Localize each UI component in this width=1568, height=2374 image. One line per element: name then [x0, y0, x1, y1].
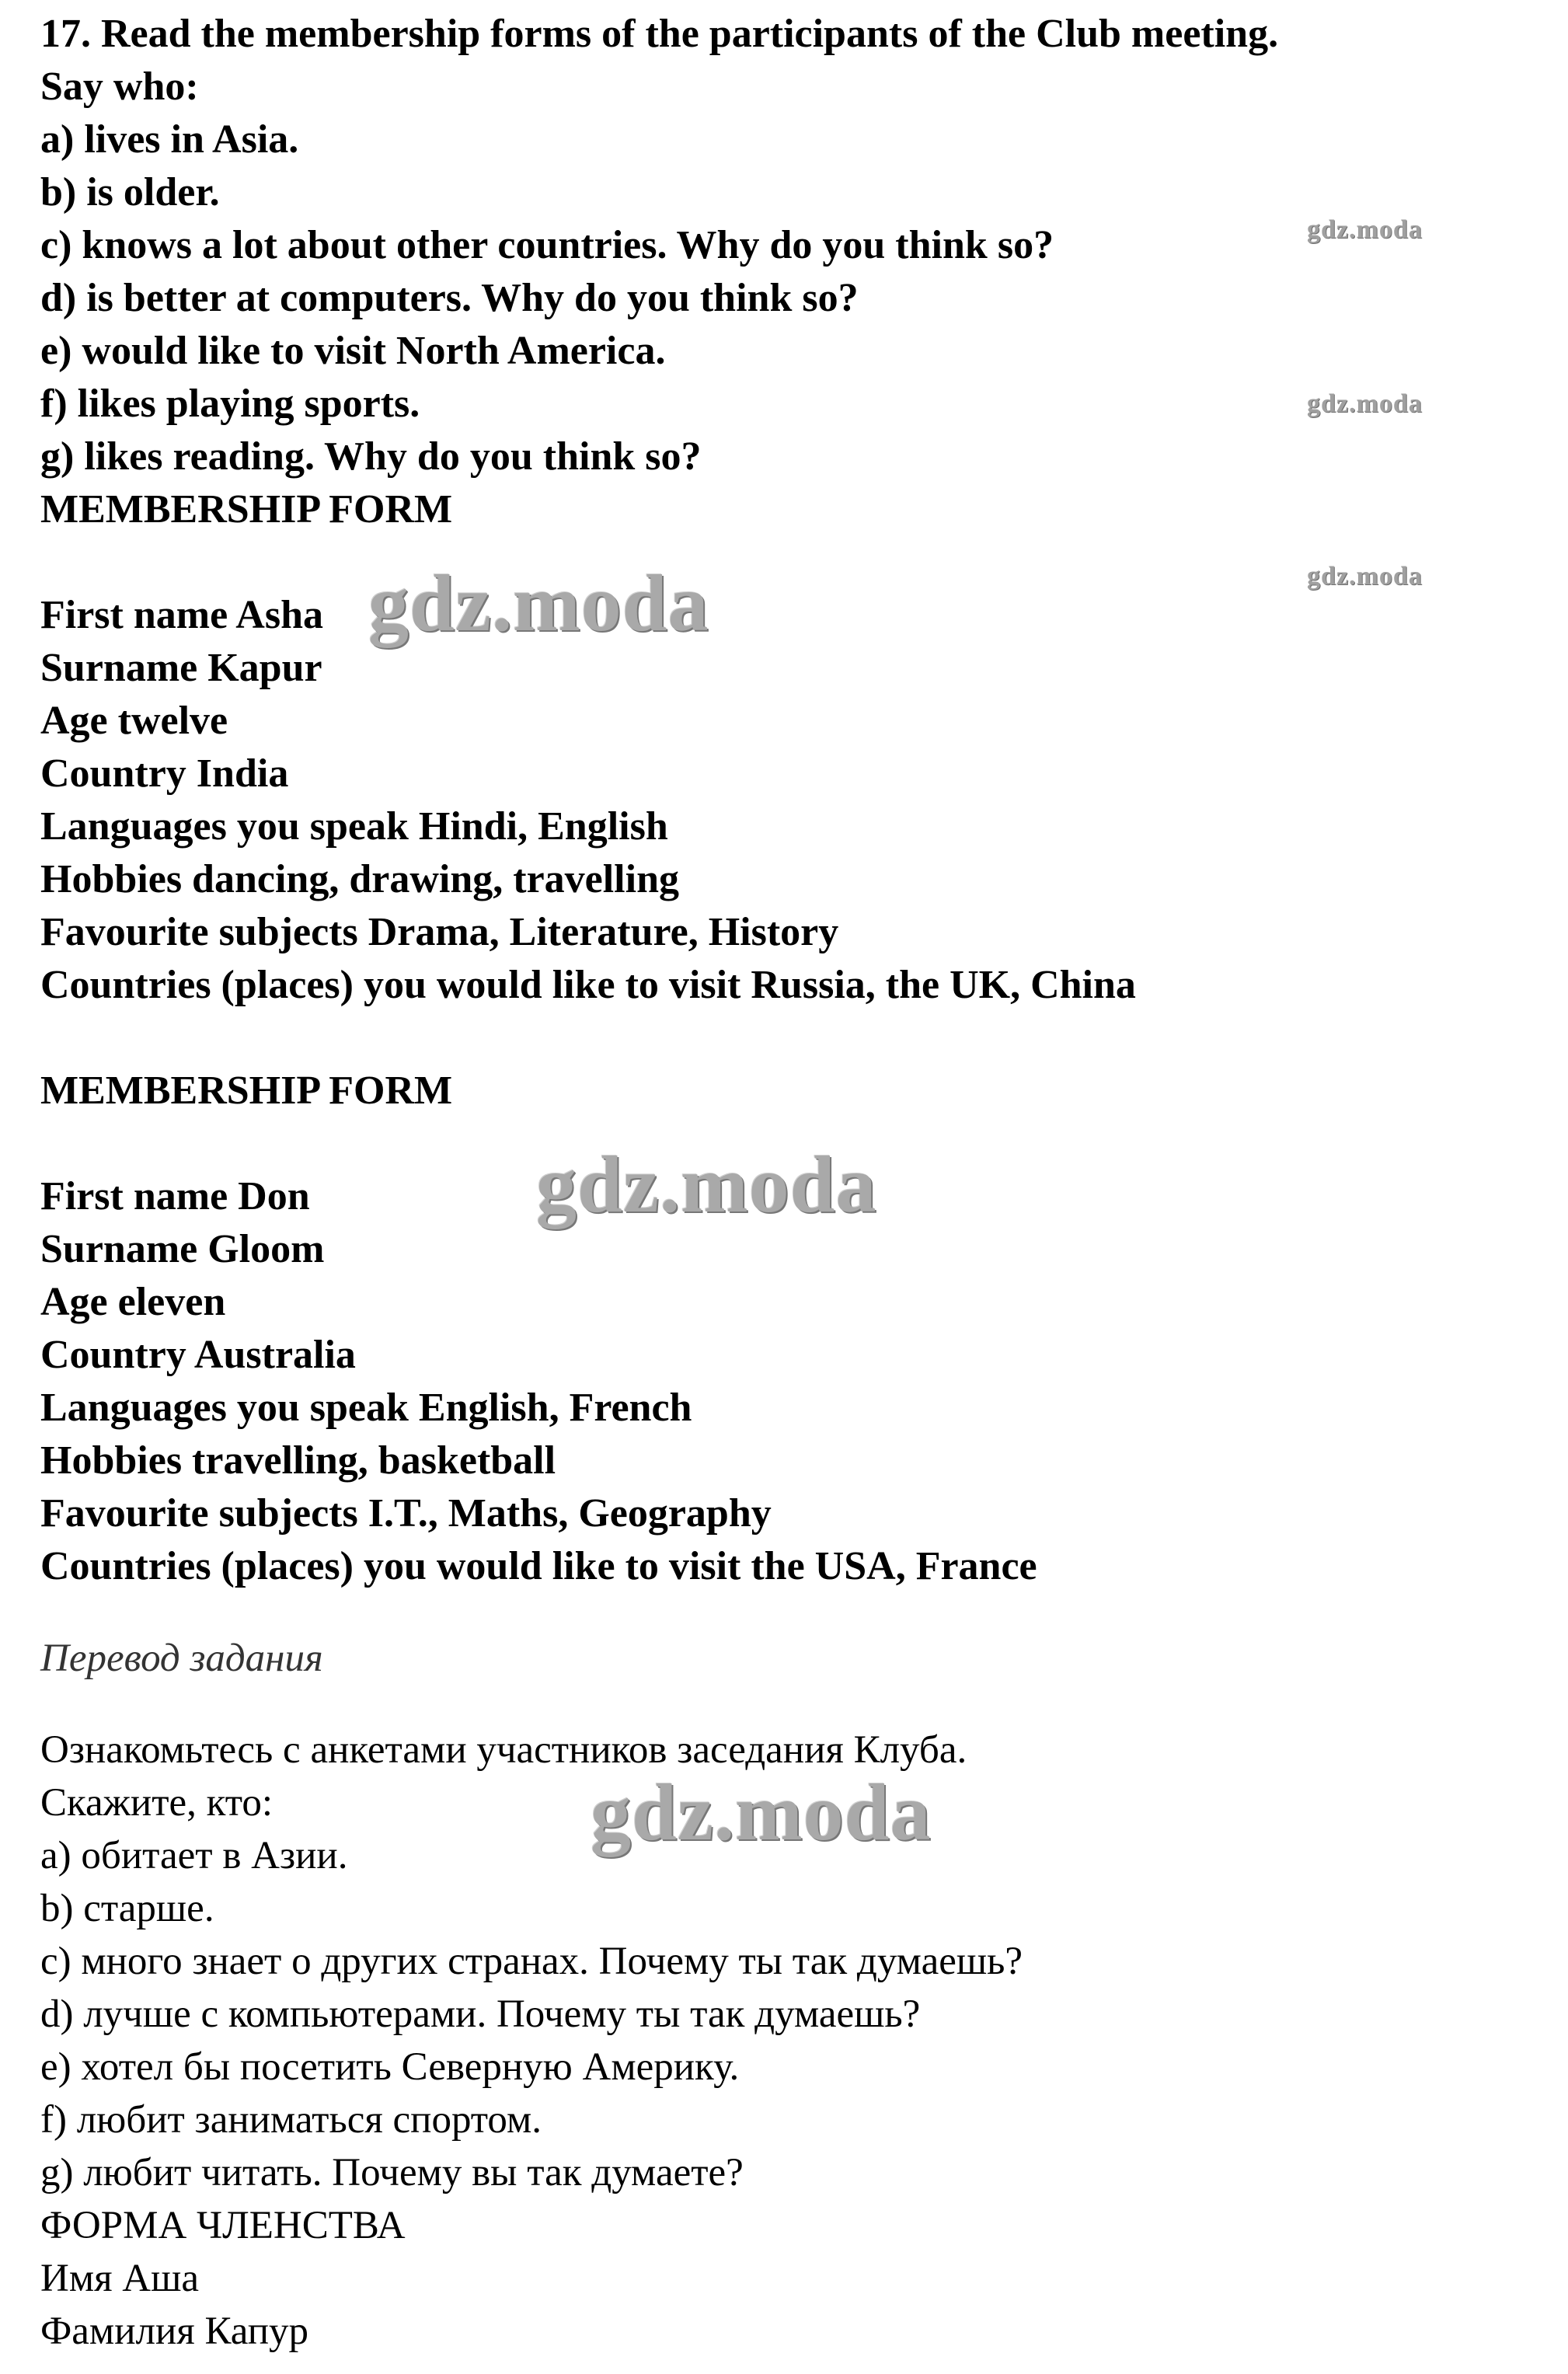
question-g: g) likes reading. Why do you think so? — [40, 434, 702, 479]
form-row: Favourite subjects Drama, Literature, History — [40, 910, 839, 954]
task-title: 17. Read the membership forms of the participants of the Club meeting. — [40, 12, 1279, 56]
question-a: a) lives in Asia. — [40, 117, 299, 162]
watermark: gdz.moda — [368, 559, 709, 648]
question-d: d) is better at computers. Why do you think so? — [40, 276, 859, 320]
translation-line: Ознакомьтесь с анкетами участников заседания Клуба. — [40, 1728, 967, 1772]
form-row: Country Australia — [40, 1333, 356, 1377]
form-row: Countries (places) you would like to visit the USA, France — [40, 1544, 1037, 1588]
task-intro: Say who: — [40, 64, 199, 109]
watermark: gdz.moda — [591, 1768, 932, 1857]
question-c: c) knows a lot about other countries. Why do you think so? — [40, 223, 1054, 267]
form-row: Age eleven — [40, 1280, 226, 1324]
translation-line: ФОРМА ЧЛЕНСТВА — [40, 2204, 406, 2247]
form-row: Age twelve — [40, 699, 228, 743]
watermark: gdz.moda — [1307, 389, 1423, 418]
translation-line: e) хотел бы посетить Северную Америку. — [40, 2045, 740, 2089]
translation-line: Скажите, кто: — [40, 1781, 274, 1825]
translation-line: f) любит заниматься спортом. — [40, 2098, 542, 2142]
translation-line: b) старше. — [40, 1887, 214, 1930]
form-heading: MEMBERSHIP FORM — [40, 1068, 453, 1113]
form-row: Languages you speak English, French — [40, 1386, 692, 1430]
translation-line: c) много знает о других странах. Почему ты так думаешь? — [40, 1940, 1023, 1983]
form-heading: MEMBERSHIP FORM — [40, 487, 453, 532]
translation-line: Имя Аша — [40, 2257, 200, 2300]
form-row: Languages you speak Hindi, English — [40, 804, 668, 849]
question-f: f) likes playing sports. — [40, 382, 420, 426]
translation-label: Перевод задания — [40, 1637, 323, 1680]
translation-line: g) любит читать. Почему вы так думаете? — [40, 2151, 744, 2194]
form-row: Favourite subjects I.T., Maths, Geography — [40, 1491, 772, 1536]
form-row: Country India — [40, 751, 289, 796]
form-row: Countries (places) you would like to visit Russia, the UK, China — [40, 963, 1136, 1007]
translation-line: Фамилия Капур — [40, 2310, 309, 2353]
question-b: b) is older. — [40, 170, 220, 214]
form-row: Hobbies travelling, basketball — [40, 1438, 556, 1483]
watermark: gdz.moda — [1307, 215, 1423, 244]
translation-line: a) обитает в Азии. — [40, 1834, 348, 1877]
watermark: gdz.moda — [1307, 562, 1423, 591]
translation-line: d) лучше с компьютерами. Почему ты так думаешь? — [40, 1992, 921, 2036]
question-e: e) would like to visit North America. — [40, 329, 666, 373]
form-row: Hobbies dancing, drawing, travelling — [40, 857, 679, 901]
form-row: First name Asha — [40, 593, 323, 637]
form-row: Surname Gloom — [40, 1227, 325, 1271]
form-row: Surname Kapur — [40, 646, 322, 690]
watermark: gdz.moda — [536, 1140, 877, 1229]
form-row: First name Don — [40, 1174, 310, 1218]
